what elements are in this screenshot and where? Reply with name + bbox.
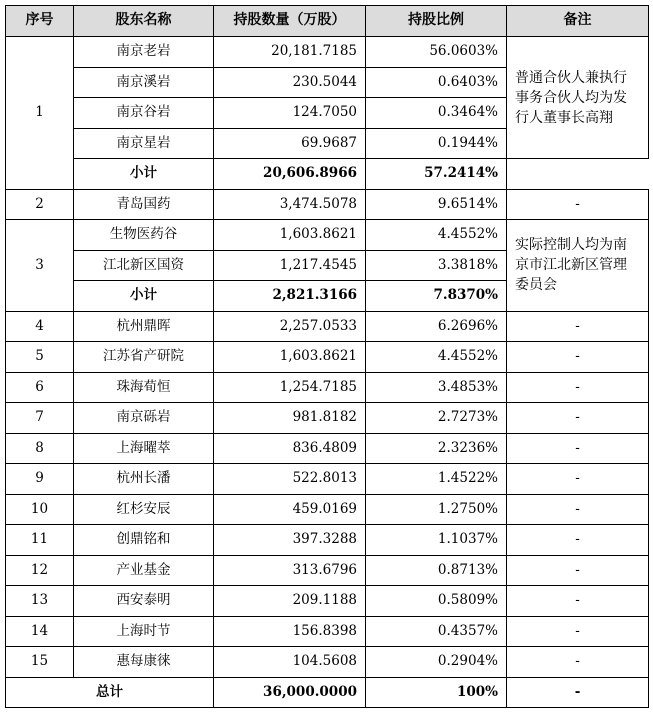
remark: - bbox=[507, 433, 649, 464]
remark: - bbox=[507, 647, 649, 678]
share-ratio: 0.2904% bbox=[366, 647, 507, 678]
row-number: 13 bbox=[6, 586, 74, 617]
share-ratio: 9.6514% bbox=[366, 189, 507, 220]
shareholder-name: 红杉安辰 bbox=[74, 494, 214, 525]
remark: - bbox=[507, 342, 649, 373]
table-row bbox=[6, 616, 649, 647]
shareholder-name: 青岛国药 bbox=[74, 189, 214, 220]
share-count: 20,181.7185 bbox=[214, 37, 366, 68]
subtotal-ratio: 7.8370% bbox=[366, 281, 507, 312]
row-number: 12 bbox=[6, 555, 74, 586]
share-count: 1,603.8621 bbox=[214, 342, 366, 373]
share-count: 3,474.5078 bbox=[214, 189, 366, 220]
share-ratio: 1.1037% bbox=[366, 525, 507, 556]
table-row bbox=[6, 220, 649, 251]
shareholder-name: 惠每康徕 bbox=[74, 647, 214, 678]
share-ratio: 1.2750% bbox=[366, 494, 507, 525]
row-number: 6 bbox=[6, 372, 74, 403]
share-count: 104.5608 bbox=[214, 647, 366, 678]
shareholder-name: 上海曜萃 bbox=[74, 433, 214, 464]
share-ratio: 2.3236% bbox=[366, 433, 507, 464]
remark: - bbox=[507, 311, 649, 342]
share-ratio: 0.6403% bbox=[366, 67, 507, 98]
shareholder-name: 南京砾岩 bbox=[74, 403, 214, 434]
share-ratio: 0.1944% bbox=[366, 128, 507, 159]
row-number: 1 bbox=[6, 37, 74, 190]
row-number: 8 bbox=[6, 433, 74, 464]
shareholder-name: 南京溪岩 bbox=[74, 67, 214, 98]
share-count: 836.4809 bbox=[214, 433, 366, 464]
remark: - bbox=[507, 372, 649, 403]
share-count: 230.5044 bbox=[214, 67, 366, 98]
table-row bbox=[6, 586, 649, 617]
shareholder-name: 生物医药谷 bbox=[74, 220, 214, 251]
share-ratio: 1.4522% bbox=[366, 464, 507, 495]
shareholder-name: 南京老岩 bbox=[74, 37, 214, 68]
table-header-row bbox=[6, 6, 649, 37]
remark: - bbox=[507, 616, 649, 647]
remark: - bbox=[507, 189, 649, 220]
share-ratio: 3.4853% bbox=[366, 372, 507, 403]
table-row bbox=[6, 647, 649, 678]
share-ratio: 0.5809% bbox=[366, 586, 507, 617]
share-ratio: 0.8713% bbox=[366, 555, 507, 586]
share-ratio: 0.4357% bbox=[366, 616, 507, 647]
share-count: 313.6796 bbox=[214, 555, 366, 586]
shareholder-name: 南京谷岩 bbox=[74, 98, 214, 129]
subtotal-shares: 2,821.3166 bbox=[214, 281, 366, 312]
subtotal-row bbox=[6, 159, 649, 190]
shareholder-name: 创鼎铭和 bbox=[74, 525, 214, 556]
share-count: 156.8398 bbox=[214, 616, 366, 647]
subtotal-shares: 20,606.8966 bbox=[214, 159, 366, 190]
share-count: 981.8182 bbox=[214, 403, 366, 434]
table-row bbox=[6, 494, 649, 525]
table-row bbox=[6, 433, 649, 464]
share-count: 2,257.0533 bbox=[214, 311, 366, 342]
header-name: 股东名称 bbox=[74, 6, 214, 37]
remark: - bbox=[507, 586, 649, 617]
remark: - bbox=[507, 494, 649, 525]
subtotal-label: 小计 bbox=[74, 159, 214, 190]
row-number: 9 bbox=[6, 464, 74, 495]
table-row bbox=[6, 555, 649, 586]
shareholder-name: 产业基金 bbox=[74, 555, 214, 586]
shareholder-table bbox=[5, 5, 649, 708]
subtotal-ratio: 57.2414% bbox=[366, 159, 507, 190]
table-row bbox=[6, 464, 649, 495]
shareholder-name: 江苏省产研院 bbox=[74, 342, 214, 373]
row-number: 10 bbox=[6, 494, 74, 525]
share-count: 1,254.7185 bbox=[214, 372, 366, 403]
share-ratio: 4.4552% bbox=[366, 342, 507, 373]
total-shares: 36,000.0000 bbox=[214, 677, 366, 708]
remark: - bbox=[507, 525, 649, 556]
share-ratio: 3.3818% bbox=[366, 250, 507, 281]
remark: - bbox=[507, 464, 649, 495]
shareholder-name: 上海时节 bbox=[74, 616, 214, 647]
subtotal-label: 小计 bbox=[74, 281, 214, 312]
row-number: 14 bbox=[6, 616, 74, 647]
table-row bbox=[6, 311, 649, 342]
share-count: 397.3288 bbox=[214, 525, 366, 556]
table-row bbox=[6, 189, 649, 220]
row-number: 11 bbox=[6, 525, 74, 556]
share-count: 209.1188 bbox=[214, 586, 366, 617]
shareholder-name: 杭州长潘 bbox=[74, 464, 214, 495]
share-ratio: 0.3464% bbox=[366, 98, 507, 129]
shareholder-name: 江北新区国资 bbox=[74, 250, 214, 281]
shareholder-name: 杭州鼎晖 bbox=[74, 311, 214, 342]
shareholder-name: 珠海荀恒 bbox=[74, 372, 214, 403]
table-row bbox=[6, 525, 649, 556]
header-no: 序号 bbox=[6, 6, 74, 37]
share-count: 1,603.8621 bbox=[214, 220, 366, 251]
remark: - bbox=[507, 403, 649, 434]
share-ratio: 56.0603% bbox=[366, 37, 507, 68]
shareholder-name: 南京星岩 bbox=[74, 128, 214, 159]
row-number: 2 bbox=[6, 189, 74, 220]
row-number: 7 bbox=[6, 403, 74, 434]
table-row bbox=[6, 403, 649, 434]
total-label: 总计 bbox=[6, 677, 214, 708]
share-count: 124.7050 bbox=[214, 98, 366, 129]
share-ratio: 4.4552% bbox=[366, 220, 507, 251]
remark: 实际控制人均为南京市江北新区管理委员会 bbox=[507, 220, 649, 312]
share-count: 1,217.4545 bbox=[214, 250, 366, 281]
share-count: 522.8013 bbox=[214, 464, 366, 495]
share-count: 459.0169 bbox=[214, 494, 366, 525]
total-remark: - bbox=[507, 677, 649, 708]
row-number: 15 bbox=[6, 647, 74, 678]
share-ratio: 2.7273% bbox=[366, 403, 507, 434]
total-ratio: 100% bbox=[366, 677, 507, 708]
total-row bbox=[6, 677, 649, 708]
shareholder-name: 西安泰明 bbox=[74, 586, 214, 617]
row-number: 4 bbox=[6, 311, 74, 342]
table-row bbox=[6, 372, 649, 403]
share-ratio: 6.2696% bbox=[366, 311, 507, 342]
share-count: 69.9687 bbox=[214, 128, 366, 159]
row-number: 3 bbox=[6, 220, 74, 312]
table-row bbox=[6, 37, 649, 68]
remark: 普通合伙人兼执行事务合伙人均为发行人董事长高翔 bbox=[507, 37, 649, 159]
row-number: 5 bbox=[6, 342, 74, 373]
header-shares: 持股数量（万股） bbox=[214, 6, 366, 37]
table-row bbox=[6, 342, 649, 373]
header-note: 备注 bbox=[507, 6, 649, 37]
header-ratio: 持股比例 bbox=[366, 6, 507, 37]
remark: - bbox=[507, 555, 649, 586]
